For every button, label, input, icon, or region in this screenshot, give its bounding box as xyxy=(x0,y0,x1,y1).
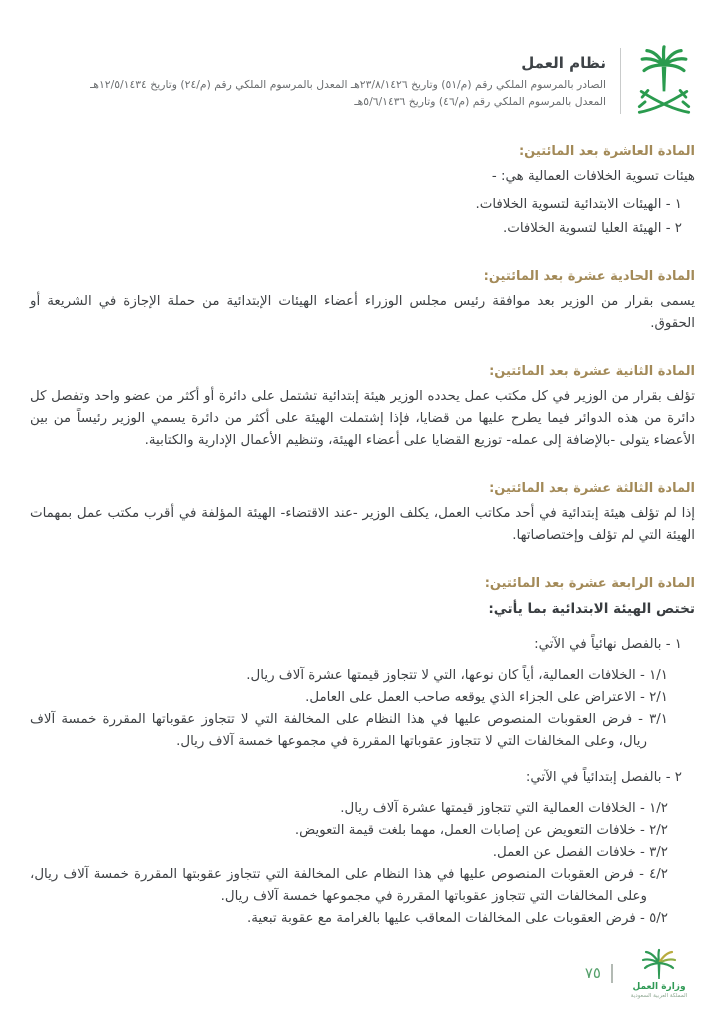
article-210-section xyxy=(30,142,695,240)
article-heading: المادة الثانية عشرة بعد المائتين: xyxy=(489,364,695,379)
document-footer xyxy=(30,940,695,1006)
list-subitem: ٣/٢ - خلافات الفصل عن العمل. xyxy=(492,845,668,860)
list-subitem: ٣/١ - فرض العقوبات المنصوص عليها في هذا النظام على المخالفة التي لا تتجاوز عقوباتها المقررة خمسة آلاف ريال، وعلى المخالفات التي لا تتجاوز عقوباتها المقررة في مجموعها خمسة آلاف ريال. xyxy=(30,712,668,749)
list-subitem: ٢/٢ - خلافات التعويض عن إصابات العمل، مهما بلغت قيمة التعويض. xyxy=(294,823,668,838)
header-divider xyxy=(620,48,621,114)
list-subitem: ٤/٢ - فرض العقوبات المنصوص عليها في هذا النظام على المخالفة التي تتجاوز عقوبتها المقررة خمسة آلاف ريال، وعلى المخالفات التي تتجاوز عقوباتها المقررة في مجموعها خمسة آلاف ريال. xyxy=(30,867,668,904)
article-paragraph: هيئات تسوية الخلافات العمالية هي: - xyxy=(491,169,695,184)
preliminary-ruling-group xyxy=(30,767,695,930)
header-titles xyxy=(30,53,606,110)
article-bold-subheading: تختص الهيئة الابتدائية بما يأتي: xyxy=(488,601,695,617)
ministry-palm-icon xyxy=(639,947,679,981)
page-number: ٧٥ xyxy=(584,964,601,982)
palm-and-swords-icon xyxy=(635,44,693,118)
article-211-section xyxy=(30,267,695,335)
list-item: ١ - الهيئات الابتدائية لتسوية الخلافات. xyxy=(475,197,682,212)
ministry-name: وزارة العمل xyxy=(632,981,686,992)
article-214-section xyxy=(30,574,695,930)
article-heading: المادة الثالثة عشرة بعد المائتين: xyxy=(489,481,695,496)
document-subtitle-line1: الصادر بالمرسوم الملكي رقم (م/٥١) وتاريخ ٢٣/٨/١٤٢٦هـ المعدل بالمرسوم الملكي رقم (م/٢٤) وتاريخ ١٢/٥/١٤٣٤هـ xyxy=(90,77,606,91)
document-header xyxy=(30,42,695,120)
list-subitem: ١/٢ - الخلافات العمالية التي تتجاوز قيمتها عشرة آلاف ريال. xyxy=(340,801,668,816)
article-paragraph: يسمى بقرار من الوزير بعد موافقة رئيس مجلس الوزراء أعضاء الهيئات الإبتدائية من حملة الإجازة في الشريعة أو الحقوق. xyxy=(30,294,695,331)
footer-separator-bar xyxy=(611,964,613,983)
article-heading: المادة الحادية عشرة بعد المائتين: xyxy=(483,269,695,284)
document-body xyxy=(30,142,695,957)
saudi-emblem-icon xyxy=(633,43,695,119)
final-ruling-group xyxy=(30,634,695,753)
article-heading: المادة الرابعة عشرة بعد المائتين: xyxy=(484,576,695,591)
article-paragraph: إذا لم تؤلف هيئة إبتدائية في أحد مكاتب العمل، يكلف الوزير -عند الاقتضاء- الهيئة المؤلفة في أقرب مكتب عمل بمهمات الهيئة التي لم تؤلف وإختصاصاتها. xyxy=(30,506,695,543)
article-213-section xyxy=(30,479,695,547)
list-item: ٢ - الهيئة العليا لتسوية الخلافات. xyxy=(502,221,682,236)
list-subitem: ٥/٢ - فرض العقوبات على المخالفات المعاقب عليها بالغرامة مع عقوبة تبعية. xyxy=(246,911,668,926)
list-subitem: ١/١ - الخلافات العمالية، أياً كان نوعها، التي لا تتجاوز قيمتها عشرة آلاف ريال. xyxy=(246,668,668,683)
document-title: نظام العمل xyxy=(521,53,606,72)
ministry-subtitle: المملكة العربية السعودية xyxy=(630,992,688,999)
group-label: ١ - بالفصل نهائياً في الآتي: xyxy=(534,637,682,652)
article-item-list xyxy=(30,194,695,240)
list-subitem: ٢/١ - الاعتراض على الجزاء الذي يوقعه صاحب العمل على العامل. xyxy=(305,690,668,705)
document-subtitle-line2: المعدل بالمرسوم الملكي رقم (م/٤٦) وتاريخ ٥/٦/١٤٣٦هـ xyxy=(354,94,606,108)
article-heading: المادة العاشرة بعد المائتين: xyxy=(518,144,695,159)
group-label: ٢ - بالفصل إبتدائياً في الآتي: xyxy=(525,770,682,785)
article-paragraph: تؤلف بقرار من الوزير في كل مكتب عمل يحدده الوزير هيئة إبتدائية تشتمل على دائرة أو أكثر من عضو واحد وتفصل كل دائرة من هذه الدوائر فيما يطرح عليها من قضايا، فإذا إشتملت الهيئة على أكثر من دائرة يسمي الوزير رئيساً من بين الأعضاء يتولى -بالإضافة إلى عمله- توزيع القضايا على أعضاء الهيئة، وتنظيم الأعمال الإدارية والكتابية. xyxy=(30,389,695,448)
ministry-of-labor-logo xyxy=(623,947,695,1000)
article-212-section xyxy=(30,362,695,452)
